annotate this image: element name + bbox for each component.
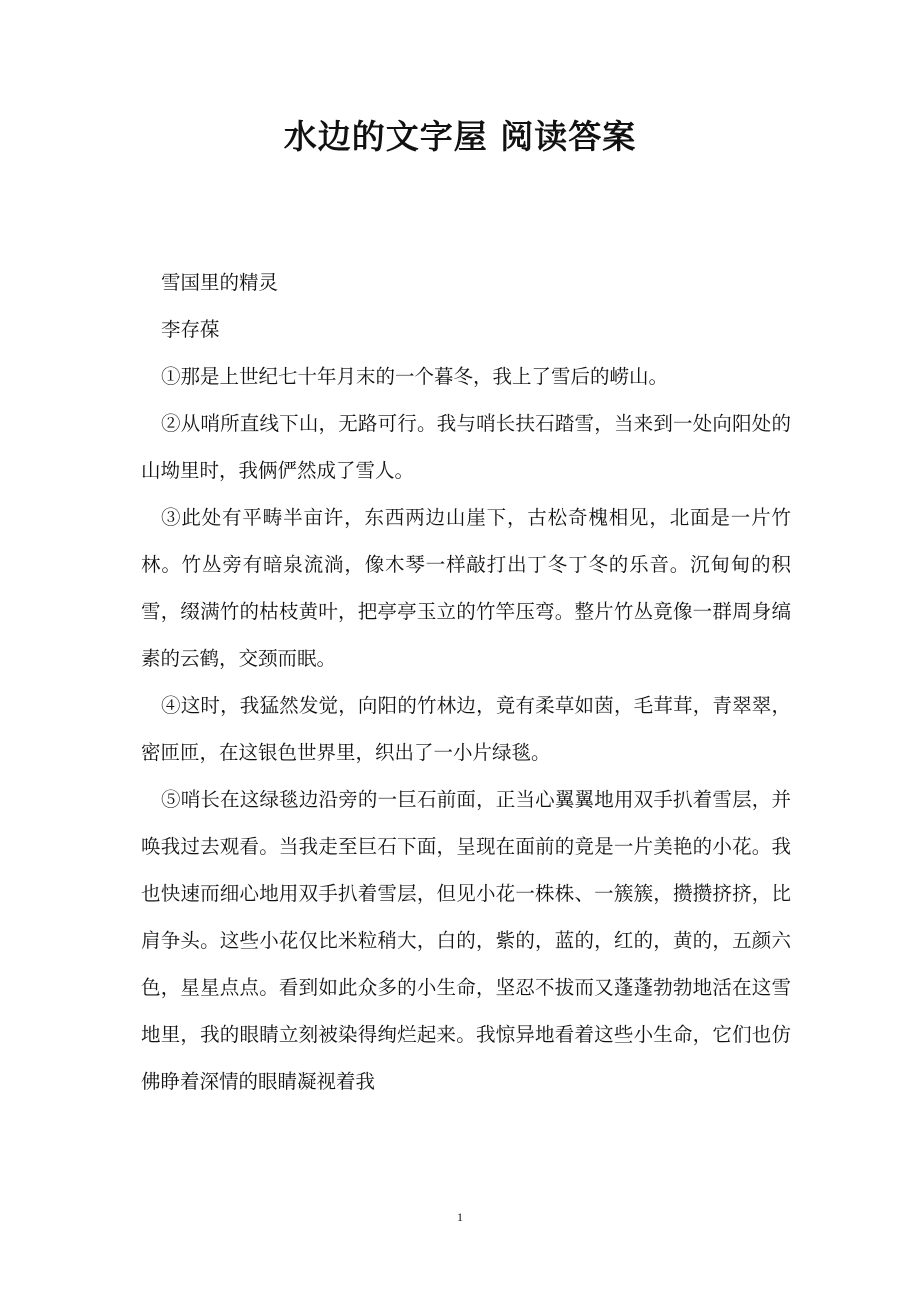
article-heading: 雪国里的精灵: [161, 271, 279, 294]
document-title: 水边的文字屋 阅读答案: [283, 117, 637, 156]
article-author: 李存葆: [161, 318, 220, 341]
paragraph-3: ③此处有平畴半亩许，东西两边山崖下，古松奇槐相见，北面是一片竹林。竹丛旁有暗泉流淌，像木琴一样敲打出丁冬丁冬的乐音。沉甸甸的积雪，缀满竹的枯枝黄叶，把亭亭玉立的竹竿压弯。整片竹丛竟像一群周身缟素的云鹤，交颈而眠。: [141, 506, 791, 670]
paragraph-2: ②从哨所直线下山，无路可行。我与哨长扶石踏雪，当来到一处向阳处的山坳里时，我俩俨然成了雪人。: [141, 412, 791, 482]
paragraph-5: ⑤哨长在这绿毯边沿旁的一巨石前面，正当心翼翼地用双手扒着雪层，并唤我过去观看。当我走至巨石下面，呈现在面前的竟是一片美艳的小花。我也快速而细心地用双手扒着雪层，但见小花一株株、一簇簇，攒攒挤挤，比肩争头。这些小花仅比米粒稍大，白的，紫的，蓝的，红的，黄的，五颜六色，星星点点。看到如此众多的小生命，坚忍不拔而又蓬蓬勃勃地活在这雪地里，我的眼睛立刻被染得绚烂起来。我惊异地看着这些小生命，它们也仿佛睁着深情的眼睛凝视着我: [141, 788, 791, 1093]
paragraph-4: ④这时，我猛然发觉，向阳的竹林边，竟有柔草如茵，毛茸茸，青翠翠，密匝匝，在这银色世界里，织出了一小片绿毯。: [141, 694, 791, 764]
article-body: [141, 259, 791, 1105]
paragraph-1: ①那是上世纪七十年月末的一个暮冬，我上了雪后的崂山。: [161, 365, 669, 388]
page-number: 1: [457, 1210, 463, 1224]
